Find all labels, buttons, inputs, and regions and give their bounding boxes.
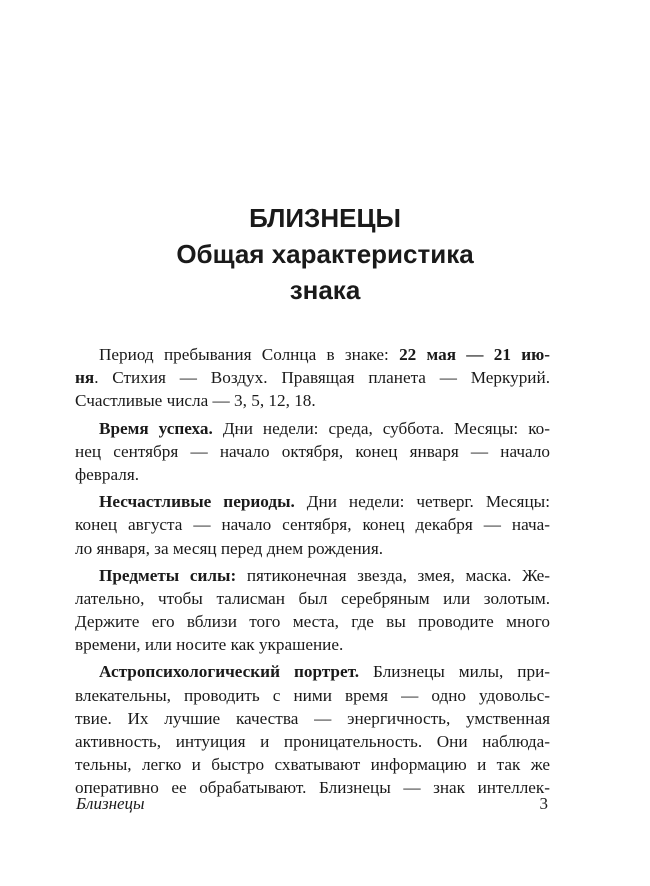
text-line xyxy=(75,417,550,440)
text-line xyxy=(75,343,550,366)
text-run: . Стихия — Воздух. Правящая планета — Меркурий. xyxy=(94,368,550,388)
body-text xyxy=(75,343,550,800)
text-line: конец августа — начало сентября, конец декабря — нача- xyxy=(75,515,550,535)
chapter-title: БЛИЗНЕЦЫ xyxy=(249,203,401,233)
text-line xyxy=(75,660,550,683)
text-run-bold: Предметы силы: xyxy=(99,565,237,585)
text-line: нец сентября — начало октября, конец января — начало xyxy=(75,441,550,461)
running-footer-section: Близнецы xyxy=(76,794,145,813)
text-line: активность, интуиция и проницательность. Они наблюда- xyxy=(75,732,550,751)
text-run-bold: Астропсихологический портрет. xyxy=(99,662,360,682)
text-line xyxy=(75,564,550,587)
text-run-bold: ня xyxy=(75,368,95,388)
text-run-bold: 22 мая — 21 ию- xyxy=(399,345,550,364)
text-run: пятиконечная звезда, змея, маска. Же- xyxy=(236,565,550,585)
paragraph-astro-portrait xyxy=(75,660,550,799)
paragraph-unlucky-periods xyxy=(75,490,550,560)
text-run-bold: Время успеха. xyxy=(99,418,213,438)
text-run: Период пребывания Солнца в знаке: xyxy=(99,345,400,364)
text-line: тельны, легко и быстро схватывают информацию и так же xyxy=(75,755,550,775)
text-line xyxy=(75,490,550,513)
page-number: 3 xyxy=(539,794,548,813)
text-line: лательно, чтобы талисман был серебряным или золотым. xyxy=(75,588,550,608)
text-line: времени, или носите как украшение. xyxy=(75,635,344,655)
paragraph-success-time xyxy=(75,417,550,487)
text-line: Счастливые числа — 3, 5, 12, 18. xyxy=(75,391,316,411)
text-line xyxy=(75,366,550,389)
text-line: ло января, за месяц перед днем рождения. xyxy=(75,538,384,558)
text-line: твие. Их лучшие качества — энергичность, умственная xyxy=(75,708,550,728)
paragraph-sun-period xyxy=(75,343,550,413)
text-line: влекательны, проводить с ними время — одно удовольс- xyxy=(75,685,550,705)
text-run: Дни недели: среда, суббота. Месяцы: ко- xyxy=(212,418,550,438)
text-line: оперативно ее обрабатывают. Близнецы — знак интеллек- xyxy=(75,778,550,798)
text-run: Близнецы милы, при- xyxy=(359,662,550,682)
text-line: Держите его вблизи того места, где вы проводите много xyxy=(75,612,550,632)
chapter-subtitle-line-2: знака xyxy=(289,275,361,305)
chapter-subtitle-line-1: Общая характеристика xyxy=(176,239,474,269)
chapter-heading xyxy=(75,200,575,308)
text-run: Дни недели: четверг. Месяцы: xyxy=(294,492,550,512)
text-line: февраля. xyxy=(75,464,140,484)
text-run-bold: Несчастливые периоды. xyxy=(99,492,295,512)
paragraph-power-objects xyxy=(75,564,550,657)
